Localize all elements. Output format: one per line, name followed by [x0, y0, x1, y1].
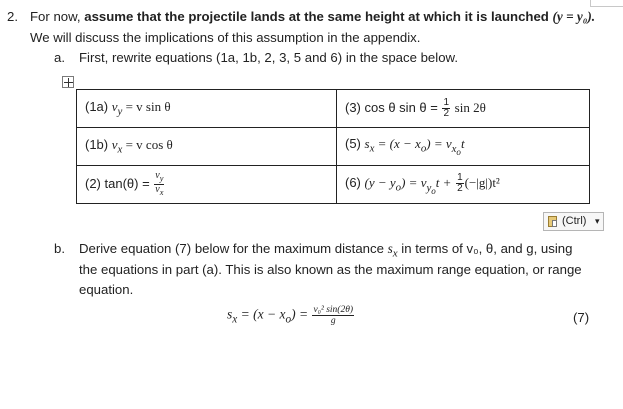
part-a-marker: a.: [54, 50, 65, 65]
equation-math: [111, 137, 173, 156]
eq-s: s: [364, 136, 370, 152]
equation-label: (6): [345, 175, 361, 191]
equation-cell-6[interactable]: [337, 166, 590, 204]
eq-eq: ) = v: [426, 136, 452, 152]
equation-7-number: (7): [573, 310, 590, 325]
eq-rest: (−|g|)t²: [464, 175, 500, 191]
equation-math: [364, 175, 452, 196]
eq-v: v: [155, 184, 160, 195]
eq7-denominator: g: [330, 316, 336, 326]
part-b-sx-sub: x: [392, 247, 398, 260]
eq-lhs: (y − y: [364, 175, 396, 191]
item-2-number: 2.: [7, 9, 18, 24]
equation-math: [364, 136, 465, 157]
fraction-numerator: 1: [457, 172, 463, 184]
fraction-denominator: 2: [457, 183, 463, 195]
eq7-close: ) =: [291, 306, 309, 322]
eq7-sub: x: [232, 313, 238, 326]
eq-mid: ) = v: [401, 175, 427, 191]
eq-sub-o: o: [431, 185, 436, 196]
equation-cell-3[interactable]: [337, 90, 590, 128]
eq-sub: [452, 143, 461, 155]
eq-rest: = v cos θ: [122, 137, 173, 153]
eq-sub: x: [159, 188, 164, 197]
eq-sub-o: o: [456, 146, 461, 157]
equation-label: (2) tan(θ) =: [85, 175, 150, 191]
eq7-mid: = (x − x: [237, 306, 286, 322]
eq-sub: o: [395, 181, 402, 194]
equation-label: (5): [345, 136, 361, 152]
part-b-sx: s: [387, 241, 393, 256]
eq-sub: y: [117, 105, 123, 118]
equation-7: [227, 305, 355, 328]
eq-sub: [426, 182, 435, 194]
table-row: [77, 90, 590, 128]
eq-sub: x: [369, 142, 375, 155]
part-b-line-1-end: in terms of v₀, θ, and g, using: [397, 241, 573, 256]
eq-v: v: [111, 137, 118, 153]
eq7-fraction: [312, 305, 354, 326]
equation-cell-1a[interactable]: [77, 90, 337, 128]
equation-label: (1b): [85, 137, 109, 153]
eq-v: v: [111, 99, 118, 115]
clipboard-icon: [548, 216, 557, 227]
equation-cell-1b[interactable]: [77, 128, 337, 166]
table-row: [77, 128, 590, 166]
eq-sub: x: [117, 143, 123, 156]
fraction-denominator: [154, 185, 164, 198]
fraction: [154, 171, 164, 198]
item-2-assumption-math: (y = y₀).: [552, 9, 596, 24]
fraction-denominator: 2: [443, 108, 450, 119]
table-row: [77, 166, 590, 204]
part-b-line-1-text: Derive equation (7) below for the maximum distance: [79, 241, 384, 256]
eq-t: t: [460, 136, 465, 152]
equations-table: [76, 89, 590, 204]
equation-math: sin 2θ: [454, 99, 486, 115]
equation-label: (1a): [85, 99, 109, 115]
fraction: [456, 173, 464, 194]
item-2-assumption: assume that the projectile lands at the same height at which it is launched: [84, 9, 549, 24]
eq-sub: y: [159, 174, 164, 183]
eq7-s: s: [227, 306, 233, 322]
equation-cell-5[interactable]: [337, 128, 590, 166]
part-b-marker: b.: [54, 241, 65, 256]
chevron-down-icon: ▾: [595, 216, 600, 226]
eq-t: t +: [435, 175, 452, 191]
eq-sub: o: [420, 142, 427, 155]
eq7-numerator: v₀² sin(2θ): [313, 305, 354, 315]
part-b-line-2: the equations in part (a). This is also known as the maximum range equation, or range: [79, 262, 582, 277]
part-b-line-1: [79, 240, 572, 263]
fraction-numerator: [154, 171, 164, 185]
eq-mid: = (x − x: [374, 136, 421, 152]
item-2-line-1: [30, 8, 595, 25]
eq-v: v: [155, 170, 160, 181]
equation-label: (3) cos θ sin θ =: [345, 99, 438, 115]
part-b-line-3: equation.: [79, 282, 134, 297]
eq-sub-x: x: [451, 142, 457, 155]
paste-options-button[interactable]: [543, 212, 604, 231]
fraction: [442, 98, 450, 119]
eq-rest: = v sin θ: [122, 99, 171, 115]
window-corner: [590, 0, 623, 7]
table-move-handle-icon[interactable]: [62, 76, 74, 88]
eq-sub-y: y: [426, 181, 432, 194]
equation-cell-2[interactable]: [77, 166, 337, 204]
part-a-text: First, rewrite equations (1a, 1b, 2, 3, 5 and 6) in the space below.: [79, 50, 458, 65]
eq7-sub-o: o: [285, 313, 292, 326]
item-2-line-1-start: For now,: [30, 9, 81, 24]
fraction-numerator: 1: [443, 97, 450, 108]
paste-options-label: (Ctrl): [562, 215, 587, 227]
item-2-line-2: We will discuss the implications of this assumption in the appendix.: [30, 30, 421, 45]
equation-math: [111, 99, 171, 118]
